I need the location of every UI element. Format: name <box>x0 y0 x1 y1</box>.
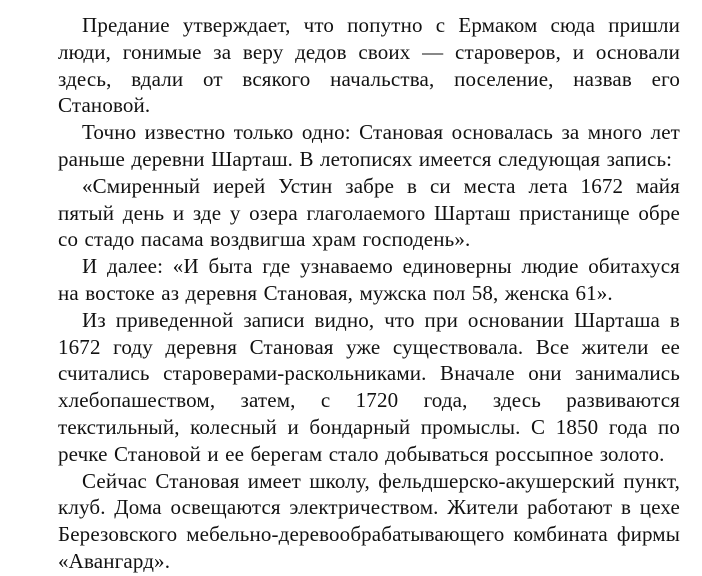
document-page <box>58 12 680 575</box>
paragraph-history: Из приведенной записи видно, что при основании Шарташа в 1672 году деревня Становая уже существовала. Все жители ее считались староверами-раскольниками. Вначале они занимались хлебопашеством, затем, с 1720 года, здесь развиваются текстильный, колесный и бондарный промыслы. С 1850 года по речке Становой и ее берегам стало добываться россыпное золото. <box>58 307 680 466</box>
paragraph-chronicle-quote: «Смиренный иерей Устин забре в си места лета 1672 майя пятый день и зде у озера глаголаемого Шарташ пристанище обре со стадо пасама воздвигша храм господень». <box>58 173 680 252</box>
paragraph-legend: Предание утверждает, что попутно с Ермаком сюда пришли люди, гонимые за веру дедов своих — староверов, и основали здесь, вдали от всякого начальства, поселение, назвав его Становой. <box>58 13 680 118</box>
paragraph-founding: Точно известно только одно: Становая основалась за много лет раньше деревни Шарташ. В летописях имеется следующая запись: <box>58 120 680 171</box>
paragraph-chronicle-continued: И далее: «И быта где узнаваемо единоверны людие обитахуся на востоке аз деревня Становая, мужска пол 58, женска 61». <box>58 254 680 305</box>
paragraph-present-day: Сейчас Становая имеет школу, фельдшерско-акушерский пункт, клуб. Дома освещаются электричеством. Жители работают в цехе Березовского мебельно-деревообрабатывающего комбината фирмы «Авангард». <box>58 468 680 573</box>
